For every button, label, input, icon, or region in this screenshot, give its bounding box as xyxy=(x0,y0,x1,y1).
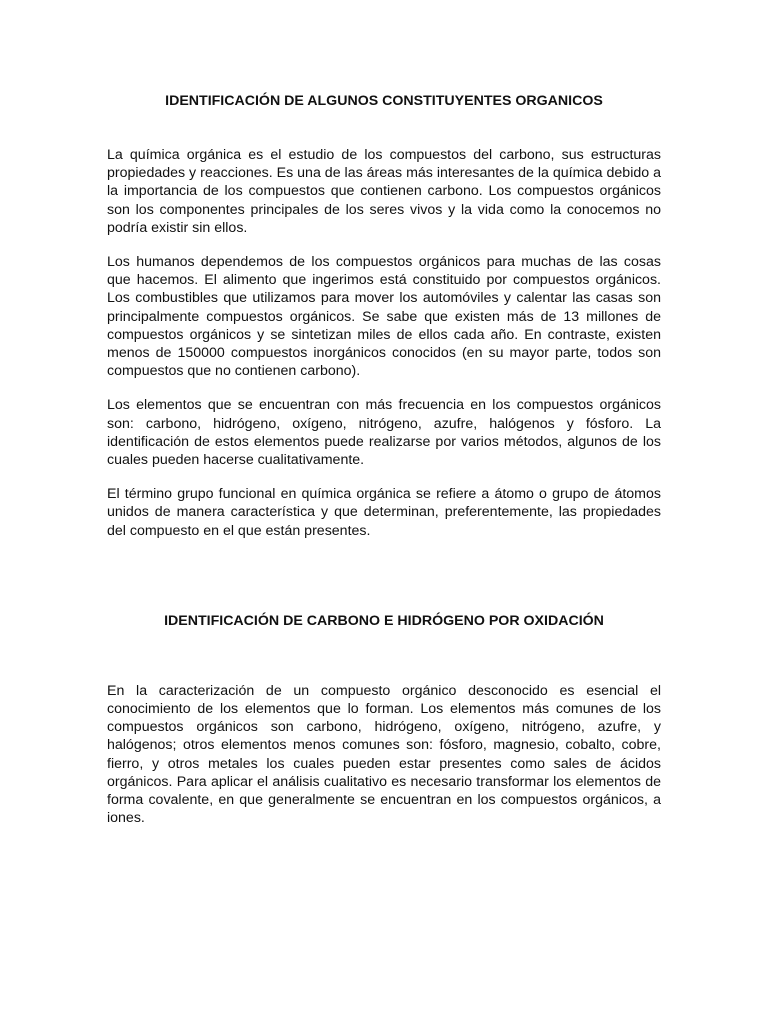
section-body xyxy=(107,110,661,540)
section-title: IDENTIFICACIÓN DE CARBONO E HIDRÓGENO POR OXIDACIÓN xyxy=(164,612,604,629)
paragraph: En la caracterización de un compuesto orgánico desconocido es esencial el conocimiento de los elementos que lo forman. Los elementos más comunes de los compuestos orgánicos son carbono, hidrógeno, oxígeno, nitrógeno, azufre, y halógenos; otros elementos menos comunes son: fósforo, magnesio, cobalto, cobre, fierro, y otros metales los cuales pueden estar presentes como sales de ácidos orgánicos. Para aplicar el análisis cualitativo es necesario transformar los elementos de forma covalente, en que generalmente se encuentran en los compuestos orgánicos, a iones. xyxy=(107,682,661,827)
section-title: IDENTIFICACIÓN DE ALGUNOS CONSTITUYENTES ORGANICOS xyxy=(165,93,603,109)
paragraph: Los humanos dependemos de los compuestos orgánicos para muchas de las cosas que hacemos. El alimento que ingerimos está constituido por compuestos orgánicos. Los combustibles que utilizamos para mover los automóviles y calentar las casas son principalmente compuestos orgánicos. Se sabe que existen más de 13 millones de compuestos orgánicos y se sintetizan miles de ellos cada año. En contraste, existen menos de 150000 compuestos inorgánicos conocidos (en su mayor parte, todos son compuestos que no contienen carbono). xyxy=(107,254,661,380)
paragraph: El término grupo funcional en química orgánica se refiere a átomo o grupo de átomos unidos de manera característica y que determinan, preferentemente, las propiedades del compuesto en el que están presentes. xyxy=(107,486,661,539)
paragraph: La química orgánica es el estudio de los compuestos del carbono, sus estructuras propiedades y reacciones. Es una de las áreas más interesantes de la química debido a la importancia de los compuestos que contienen carbono. Los compuestos orgánicos son los componentes principales de los seres vivos y la vida como la conocemos no podría existir sin ellos. xyxy=(107,147,661,236)
paragraph: Los elementos que se encuentran con más frecuencia en los compuestos orgánicos son: carbono, hidrógeno, oxígeno, nitrógeno, azufre, halógenos y fósforo. La identificación de estos elementos puede realizarse por varios métodos, algunos de los cuales pueden hacerse cualitativamente. xyxy=(107,397,661,469)
section-body xyxy=(107,630,661,828)
